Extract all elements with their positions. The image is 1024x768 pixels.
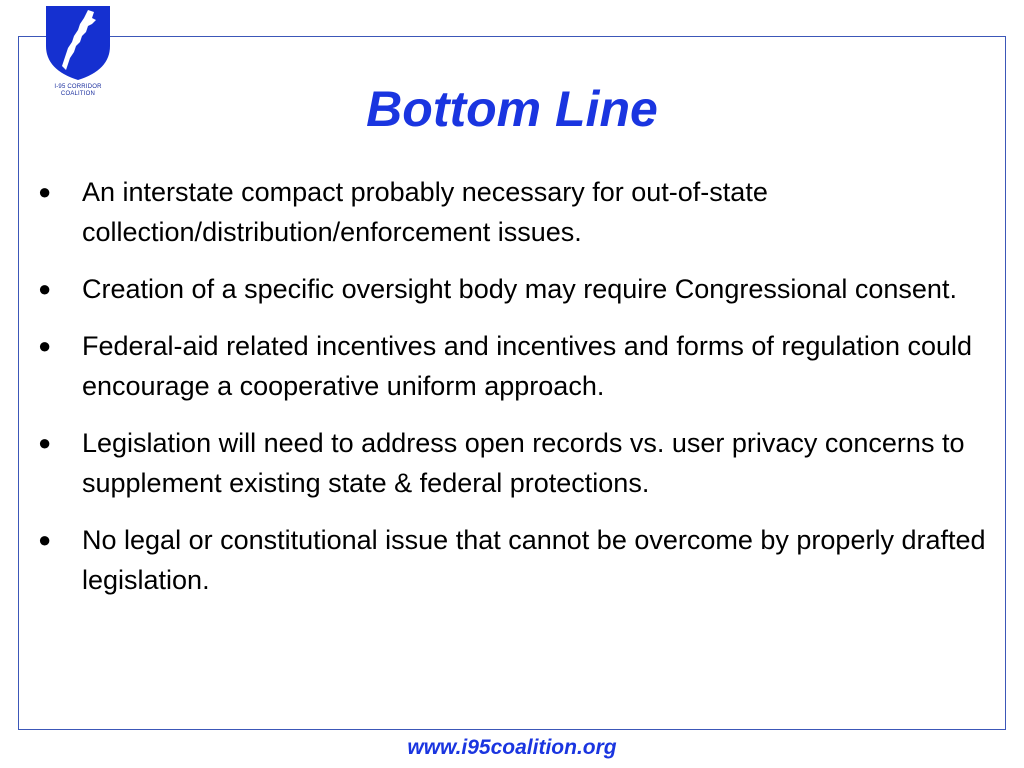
- bullet-item: [34, 520, 994, 600]
- bullet-text: No legal or constitutional issue that cannot be overcome by properly drafted legislation.: [82, 525, 986, 595]
- bullet-item: [34, 172, 994, 252]
- logo-caption-line1: I-95 CORRIDOR: [54, 84, 102, 90]
- bullet-dot-icon: ●: [38, 276, 52, 301]
- footer-url-link[interactable]: www.i95coalition.org: [407, 736, 617, 759]
- logo-caption-line2: COALITION: [60, 91, 96, 97]
- bullet-text: Creation of a specific oversight body may require Congressional consent.: [82, 274, 957, 304]
- bullet-item: [34, 423, 994, 503]
- bullet-list: [34, 172, 994, 617]
- i95-corridor-map-shield-icon: [42, 2, 114, 82]
- bullet-dot-icon: ●: [38, 179, 52, 204]
- bullet-dot-icon: ●: [38, 430, 52, 455]
- bullet-text: Federal-aid related incentives and incentives and forms of regulation could encourage a cooperative uniform approach.: [82, 331, 973, 401]
- slide-title: Bottom Line: [366, 81, 658, 137]
- bullet-item: [34, 269, 994, 309]
- bullet-text: An interstate compact probably necessary for out-of-state collection/distribution/enforcement issues.: [82, 177, 768, 247]
- bullet-dot-icon: ●: [38, 333, 52, 358]
- bullet-dot-icon: ●: [38, 527, 52, 552]
- bullet-item: [34, 326, 994, 406]
- bullet-text: Legislation will need to address open records vs. user privacy concerns to supplement existing state & federal protections.: [82, 428, 965, 498]
